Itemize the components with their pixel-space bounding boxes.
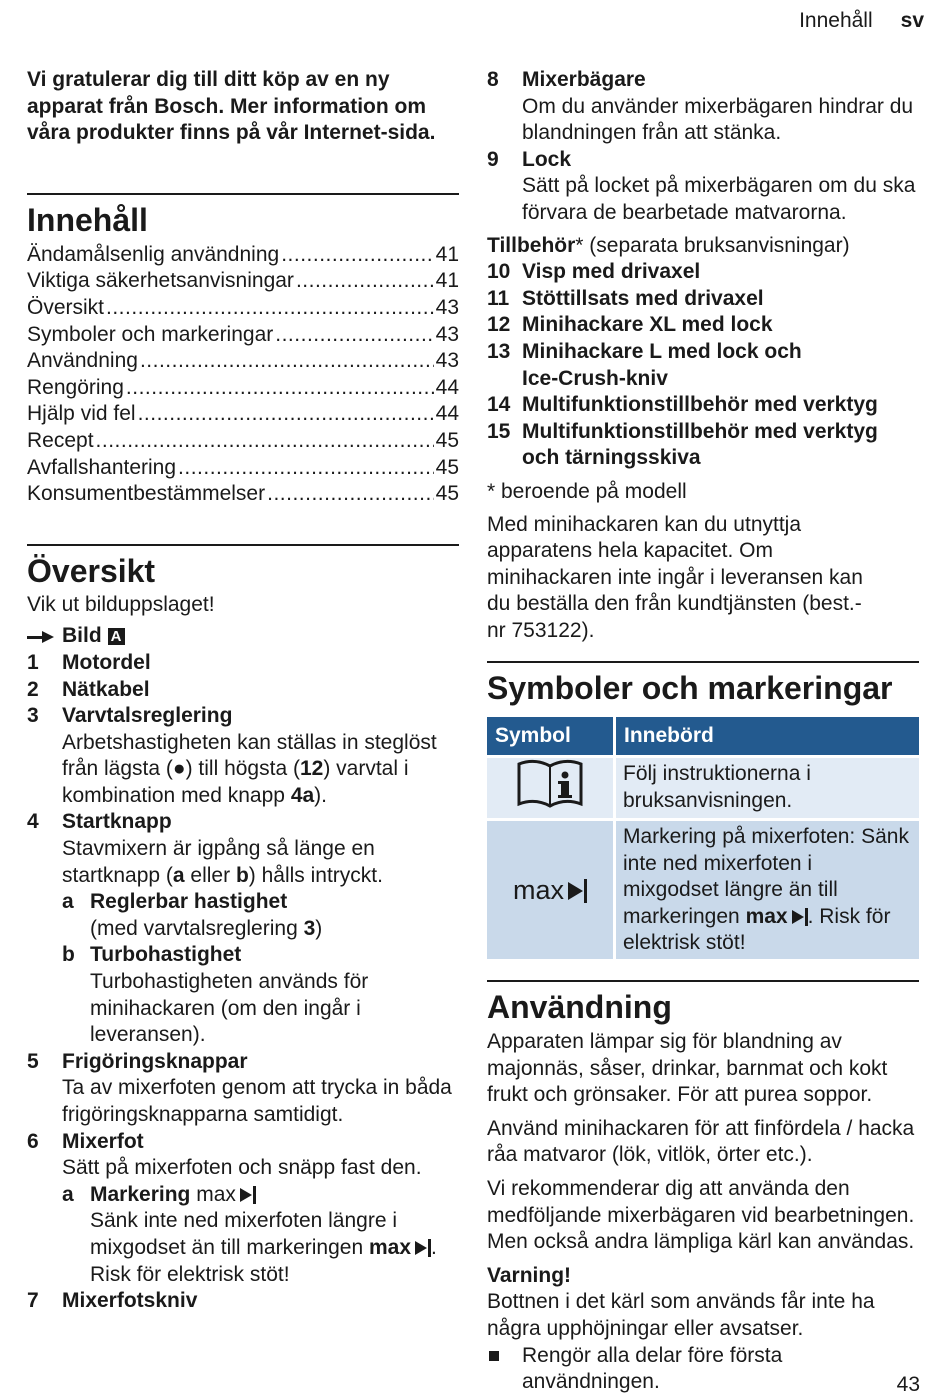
list-item	[487, 67, 919, 147]
accessory-item	[487, 339, 919, 392]
toc-dots	[281, 242, 433, 269]
text-span: Stavmixern är igpång så länge en startknapp (	[62, 837, 375, 887]
item-number: 1	[27, 650, 39, 674]
toc-dots	[275, 322, 433, 349]
toc-page: 45	[435, 428, 459, 452]
toc-row[interactable]	[27, 401, 459, 428]
usage-section	[487, 980, 919, 1396]
column-header-meaning: Innebörd	[616, 717, 919, 755]
item-title: Varvtalsreglering	[62, 704, 233, 728]
toc-title: Konsumentbestämmelser	[27, 482, 266, 506]
item-number: 7	[27, 1289, 39, 1313]
list-item	[27, 650, 459, 677]
item-description: Sätt på mixerfoten och snäpp fast den.	[62, 1156, 422, 1180]
toc-dots	[267, 481, 434, 508]
toc-page: 44	[435, 402, 459, 426]
sub-item	[62, 1182, 459, 1288]
usage-paragraph: Vi rekommenderar dig att använda den medföljande mixerbägaren vid bearbetningen. Men också andra lämpliga kärl kan användas.	[487, 1177, 915, 1254]
item-number: 2	[27, 677, 39, 701]
sub-item-letter: a	[62, 1182, 74, 1206]
symbols-heading: Symboler och markeringar	[487, 670, 893, 707]
max-label: max	[745, 904, 788, 928]
item-title: Minihackare XL med lock	[522, 313, 773, 337]
text-span: Arbetshastigheten kan ställas in steglöst från lägsta (	[62, 730, 437, 781]
bullet-text: Rengör alla delar före första användningen.	[522, 1343, 783, 1394]
text-span: ).	[314, 783, 327, 807]
sub-item-letter: a	[62, 890, 74, 914]
toc-page: 43	[435, 322, 459, 346]
toc-row[interactable]	[27, 428, 459, 455]
item-number: 6	[27, 1129, 39, 1153]
max-marking-symbol	[369, 1236, 431, 1259]
toc-title: Hjälp vid fel	[27, 402, 136, 426]
symbol-cell	[487, 821, 613, 959]
toc-title: Ändamålsenlig användning	[27, 242, 280, 266]
list-item	[27, 1288, 459, 1315]
item-title: Stöttillsats med drivaxel	[522, 286, 764, 310]
symbols-table	[484, 714, 922, 962]
accessory-item	[487, 286, 919, 313]
text-span: ) till högsta (	[185, 757, 300, 781]
overview-heading: Översikt	[27, 552, 156, 589]
item-number: 13	[487, 339, 511, 363]
bild-letter-box: A	[108, 628, 125, 645]
table-header-row	[487, 717, 919, 755]
symbol-cell	[487, 758, 613, 818]
text-bold: a	[172, 863, 185, 887]
item-title: Minihackare L med lock och Ice-Crush-kniv	[522, 339, 802, 390]
toc-dots	[138, 401, 434, 428]
header-language: sv	[900, 9, 924, 32]
item-description: Om du använder mixerbägaren hindrar du blandningen från att stänka.	[522, 94, 914, 145]
item-description: Turbohastigheten används för minihackaren (om den ingår i leveransen).	[90, 970, 369, 1047]
toc-title: Översikt	[27, 295, 105, 319]
list-item	[487, 147, 919, 227]
text-span: . Risk för elektrisk stöt!	[623, 904, 891, 955]
item-title: Reglerbar hastighet	[90, 890, 288, 914]
sub-item	[62, 889, 459, 942]
item-title: Visp med drivaxel	[522, 260, 701, 284]
item-number: 10	[487, 260, 511, 284]
warning-title: Varning!	[487, 1263, 572, 1287]
text-bold: 4a	[290, 783, 315, 807]
bild-label: Bild	[62, 624, 102, 648]
toc-dots	[140, 348, 434, 375]
text-span: . Risk för elektrisk stöt!	[90, 1235, 437, 1286]
item-description	[90, 1208, 459, 1288]
toc-page: 44	[435, 375, 459, 399]
toc-page: 41	[435, 242, 459, 266]
toc-row[interactable]	[27, 242, 459, 269]
overview-intro: Vik ut bilduppslaget!	[27, 592, 215, 616]
toc-page: 43	[435, 349, 459, 373]
model-note: * beroende på modell	[487, 479, 687, 503]
toc-title: Avfallshantering	[27, 455, 177, 479]
item-title: Multifunktionstillbehör med verktyg och tärningsskiva	[522, 419, 878, 470]
table-row	[487, 821, 919, 959]
text-span: Sänk inte ned mixerfoten längre i mixgodset än till markeringen	[90, 1209, 398, 1259]
bar-icon	[584, 879, 587, 903]
toc-dots	[126, 375, 434, 402]
list-item	[27, 809, 459, 1048]
item-description: Sätt på locket på mixerbägaren om du ska förvara de bearbetade matvarorna.	[522, 174, 916, 224]
toc-title: Användning	[27, 349, 138, 373]
item-description	[90, 916, 459, 943]
item-number: 11	[487, 286, 510, 310]
text-span: )	[315, 916, 323, 940]
toc-page: 41	[435, 269, 459, 293]
accessory-item	[487, 312, 919, 339]
page-number: 43	[896, 1373, 920, 1396]
item-number: 12	[487, 313, 511, 337]
toc-page: 45	[435, 482, 459, 506]
toc-row[interactable]	[27, 375, 459, 402]
toc-title: Symboler och markeringar	[27, 322, 274, 346]
item-number: 4	[27, 810, 39, 834]
left-column	[27, 67, 459, 1315]
item-number: 3	[27, 704, 39, 728]
item-number: 8	[487, 68, 499, 91]
list-item	[27, 1049, 459, 1129]
list-item	[27, 703, 459, 809]
minichopper-text: Med minihackaren kan du utnyttja apparatens hela kapacitet. Om minihackaren inte ingår i leveransen kan du beställa den från kundtjänsten (best.-nr 753122).	[487, 512, 863, 642]
bullet-square-icon	[487, 1343, 522, 1396]
item-description	[62, 730, 459, 810]
text-bold: 3	[303, 916, 316, 940]
table-row	[487, 758, 919, 818]
accessory-item	[487, 392, 919, 419]
text-span: Markering på mixerfoten: Sänk inte ned mixerfoten i mixgodset längre än till markeringen	[623, 825, 909, 928]
text-span: (med varvtalsreglering	[90, 916, 304, 940]
item-number: 14	[487, 393, 511, 417]
item-number: 9	[487, 147, 499, 171]
accessory-item	[487, 259, 919, 286]
bar-icon	[253, 1186, 256, 1204]
read-manual-icon	[515, 758, 585, 810]
item-number: 5	[27, 1049, 39, 1073]
usage-paragraph: Använd minihackaren för att finfördela / hacka råa matvaror (lök, vitlök, örter etc.).	[487, 1116, 915, 1167]
item-title: Markering	[90, 1182, 191, 1206]
list-item	[27, 677, 459, 704]
max-label: max	[512, 874, 564, 905]
item-description: Ta av mixerfoten genom att trycka in båda frigöringsknapparna samtidigt.	[62, 1076, 452, 1126]
max-label: max	[196, 1182, 236, 1206]
toc-row[interactable]	[27, 322, 459, 349]
warning-text: Bottnen i det kärl som används får inte ha några upphöjningar eller avsatser.	[487, 1290, 875, 1340]
toc-row[interactable]	[27, 295, 459, 322]
accessories-label: Tillbehör	[487, 233, 576, 257]
toc-heading: Innehåll	[27, 201, 148, 238]
item-title: Mixerfot	[62, 1129, 144, 1153]
meaning-cell	[616, 821, 919, 959]
intro-text: Vi gratulerar dig till ditt köp av en ny apparat från Bosch. Mer information om våra produkter finns på vår Internet-sida.	[27, 68, 436, 145]
toc-dots	[96, 428, 434, 455]
toc-dots	[106, 295, 434, 322]
max-marking-symbol	[746, 905, 808, 928]
toc-row[interactable]	[27, 268, 459, 295]
item-number: 15	[487, 419, 511, 443]
item-description	[62, 836, 459, 889]
bild-reference	[27, 623, 459, 650]
toc-title: Recept	[27, 428, 94, 452]
min-speed-dot-icon: ●	[172, 757, 186, 781]
accessories-heading	[487, 233, 919, 260]
usage-heading: Användning	[487, 989, 672, 1026]
accessory-item	[487, 419, 919, 472]
text-span: eller	[184, 863, 236, 887]
item-title: Mixerbägare	[522, 68, 646, 91]
item-title: Lock	[522, 147, 572, 171]
text-span: ) varvtal i kombination med knapp	[62, 757, 409, 807]
item-title: Motordel	[62, 650, 151, 674]
item-title: Nätkabel	[62, 677, 150, 701]
meaning-cell: Följ instruktionerna i bruksanvisningen.	[616, 758, 919, 818]
max-marking-symbol	[513, 875, 587, 905]
header-section: Innehåll	[799, 9, 873, 32]
text-bold: 12	[299, 757, 324, 781]
text-bold: b	[235, 863, 249, 887]
toc-dots	[296, 268, 434, 295]
toc-section	[27, 193, 459, 508]
arrow-right-icon	[27, 631, 55, 643]
item-title: Mixerfotskniv	[62, 1289, 198, 1313]
item-title: Frigöringsknappar	[62, 1049, 248, 1073]
toc-row[interactable]	[27, 455, 459, 482]
text-span: ) hålls intryckt.	[248, 863, 383, 887]
play-triangle-icon	[792, 910, 804, 924]
toc-list	[27, 242, 459, 508]
toc-row[interactable]	[27, 481, 459, 508]
overview-section	[27, 544, 459, 1315]
toc-page: 43	[435, 295, 459, 319]
toc-row[interactable]	[27, 348, 459, 375]
bullet-item	[487, 1343, 919, 1396]
max-marking-symbol	[196, 1183, 256, 1206]
toc-page: 45	[435, 455, 459, 479]
item-title: Turbohastighet	[90, 943, 242, 967]
running-header	[799, 8, 924, 34]
sub-item	[62, 942, 459, 1048]
right-column	[487, 67, 919, 1396]
sub-item-letter: b	[62, 943, 75, 967]
toc-title: Rengöring	[27, 375, 124, 399]
symbols-section	[487, 661, 919, 962]
item-title: Multifunktionstillbehör med verktyg	[522, 393, 878, 417]
list-item	[27, 1129, 459, 1289]
max-label: max	[368, 1235, 411, 1259]
item-title: Startknapp	[62, 810, 172, 834]
toc-title: Viktiga säkerhetsanvisningar	[27, 269, 294, 293]
usage-paragraph: Apparaten lämpar sig för blandning av majonnäs, såser, drinkar, barnmat och kokt frukt och grönsaker. För att purea soppor.	[487, 1030, 888, 1107]
column-header-symbol: Symbol	[487, 717, 613, 755]
play-triangle-icon	[568, 882, 583, 900]
toc-dots	[178, 455, 434, 482]
accessories-note: * (separata bruksanvisningar)	[575, 233, 850, 257]
play-triangle-icon	[415, 1241, 427, 1255]
play-triangle-icon	[240, 1188, 252, 1202]
